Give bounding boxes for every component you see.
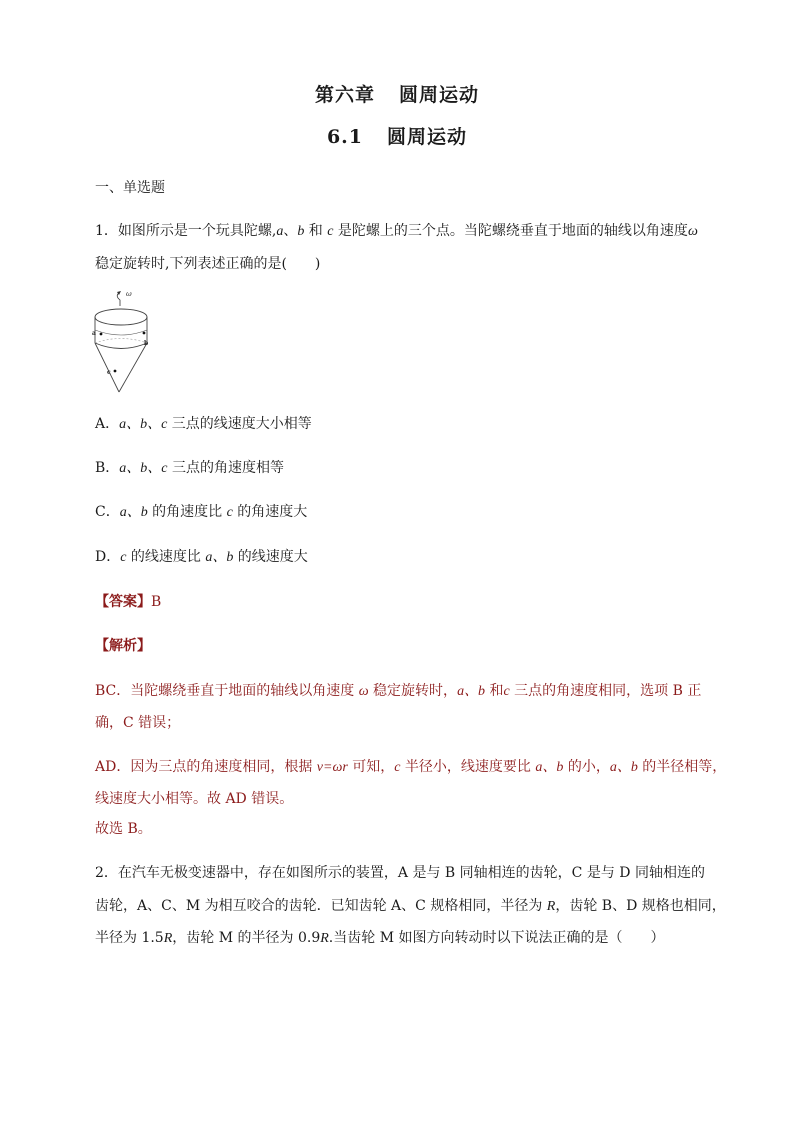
q1-text: 、 (283, 223, 298, 239)
analysis-line1 (95, 680, 701, 700)
var: a、b (205, 550, 234, 565)
point-a (100, 333, 103, 336)
var: R (320, 931, 329, 946)
fig-label-omega: ω (126, 290, 132, 298)
option-letter: D． (95, 549, 121, 565)
option-letter: C． (95, 504, 120, 520)
answer-line (95, 591, 161, 611)
q1-text: 是陀螺上的三个点。当陀螺绕垂直于地面的轴线以角速度 (333, 223, 688, 239)
cone-left (95, 343, 119, 392)
var: a、b (119, 505, 148, 520)
analysis-text: 半径小，线速度要比 (400, 759, 536, 775)
top-ellipse (95, 309, 147, 325)
q1-option-c (95, 501, 307, 521)
option-text: 三点的角速度相等 (167, 460, 284, 476)
var: c (503, 684, 510, 699)
chapter-name: 圆周运动 (399, 84, 480, 106)
q2-line1: 2．在汽车无极变速器中，存在如图所示的装置，A 是与 B 同轴相连的齿轮，C 是与 D 同轴相连的 (95, 865, 705, 881)
analysis-text: 三点的角速度相同，选项 B 正 (509, 683, 702, 699)
q2-text: .当齿轮 M 如图方向转动时以下说法正确的是（ ） (328, 930, 665, 946)
analysis-text: 的小， (563, 759, 610, 775)
option-letter: A． (95, 416, 120, 432)
section-number: 6.1 (326, 126, 364, 148)
q1-text: 和 (304, 223, 328, 239)
top-figure (90, 288, 152, 396)
var: a、b、c (119, 417, 168, 432)
analysis-text: 稳定旋转时， (368, 683, 458, 699)
cyl-bottom-back (95, 339, 147, 344)
var: a、b (457, 684, 486, 699)
q1-option-a (95, 413, 312, 433)
var: a (276, 224, 284, 239)
option-text: 三点的线速度大小相等 (167, 416, 312, 432)
section-title (0, 122, 794, 149)
analysis-line4: 线速度大小相等。故 AD 错误。 (95, 791, 294, 807)
analysis-text: 和 (485, 683, 504, 699)
formula: v=ωr (316, 760, 348, 775)
point-circle (95, 330, 147, 335)
analysis-text: BC．当陀螺绕垂直于地面的轴线以角速度 (95, 683, 359, 699)
part-heading: 一、单选题 (95, 180, 165, 196)
analysis-label-text: 【解析】 (95, 638, 151, 654)
q2-text: 齿轮，A、C、M 为相互咬合的齿轮．已知齿轮 A、C 规格相同，半径为 (95, 898, 547, 914)
fig-label-c: c (107, 369, 111, 376)
q2-text: ，齿轮 B、D 规格也相同， (555, 898, 726, 914)
q1-stem-line2: 稳定旋转时,下列表述正确的是( ) (95, 256, 321, 272)
fig-label-a: a (92, 330, 96, 337)
q1-option-b (95, 457, 284, 477)
chapter-number: 第六章 (314, 84, 375, 106)
conclusion: 故选 B。 (95, 821, 152, 837)
option-text: 的角速度大 (232, 504, 308, 520)
analysis-text: 的半径相等， (637, 759, 727, 775)
var: b (297, 224, 305, 239)
cone-right (119, 343, 147, 392)
analysis-line3 (95, 756, 726, 776)
omega-symbol: ω (358, 684, 369, 699)
q2-text: 半径为 1.5 (95, 930, 164, 946)
section-name: 圆周运动 (387, 126, 468, 148)
fig-label-b: b (144, 340, 149, 347)
answer-value: B (151, 594, 162, 610)
var: c (120, 550, 127, 565)
var: a、b (609, 760, 638, 775)
q2-line2 (95, 895, 726, 915)
var: a、b (535, 760, 564, 775)
option-letter: B． (95, 460, 120, 476)
option-text: 的线速度比 (126, 549, 206, 565)
option-text: 的角速度比 (147, 504, 227, 520)
omega-symbol: ω (687, 224, 698, 239)
var: c (226, 505, 233, 520)
answer-label: 【答案】 (95, 594, 151, 610)
var: a、b、c (119, 461, 168, 476)
point-b (143, 332, 146, 335)
var: R (163, 931, 173, 946)
cyl-bottom (95, 343, 147, 349)
q2-line3 (95, 927, 664, 947)
var: R (546, 899, 556, 914)
q2-text: ，齿轮 M 的半径为 0.9 (172, 930, 321, 946)
chapter-title (0, 80, 794, 107)
var: c (327, 224, 334, 239)
var: c (394, 760, 401, 775)
q1-text: 1．如图所示是一个玩具陀螺, (95, 223, 277, 239)
q1-stem-line1 (95, 220, 698, 240)
analysis-line2: 确，C 错误； (95, 715, 181, 731)
analysis-text: AD．因为三点的角速度相同，根据 (95, 759, 317, 775)
analysis-label (95, 635, 151, 655)
point-c (114, 370, 117, 373)
rotation-arrow-icon (117, 293, 120, 306)
q1-option-d (95, 546, 308, 566)
option-text: 的线速度大 (233, 549, 308, 565)
analysis-text: 可知， (347, 759, 395, 775)
